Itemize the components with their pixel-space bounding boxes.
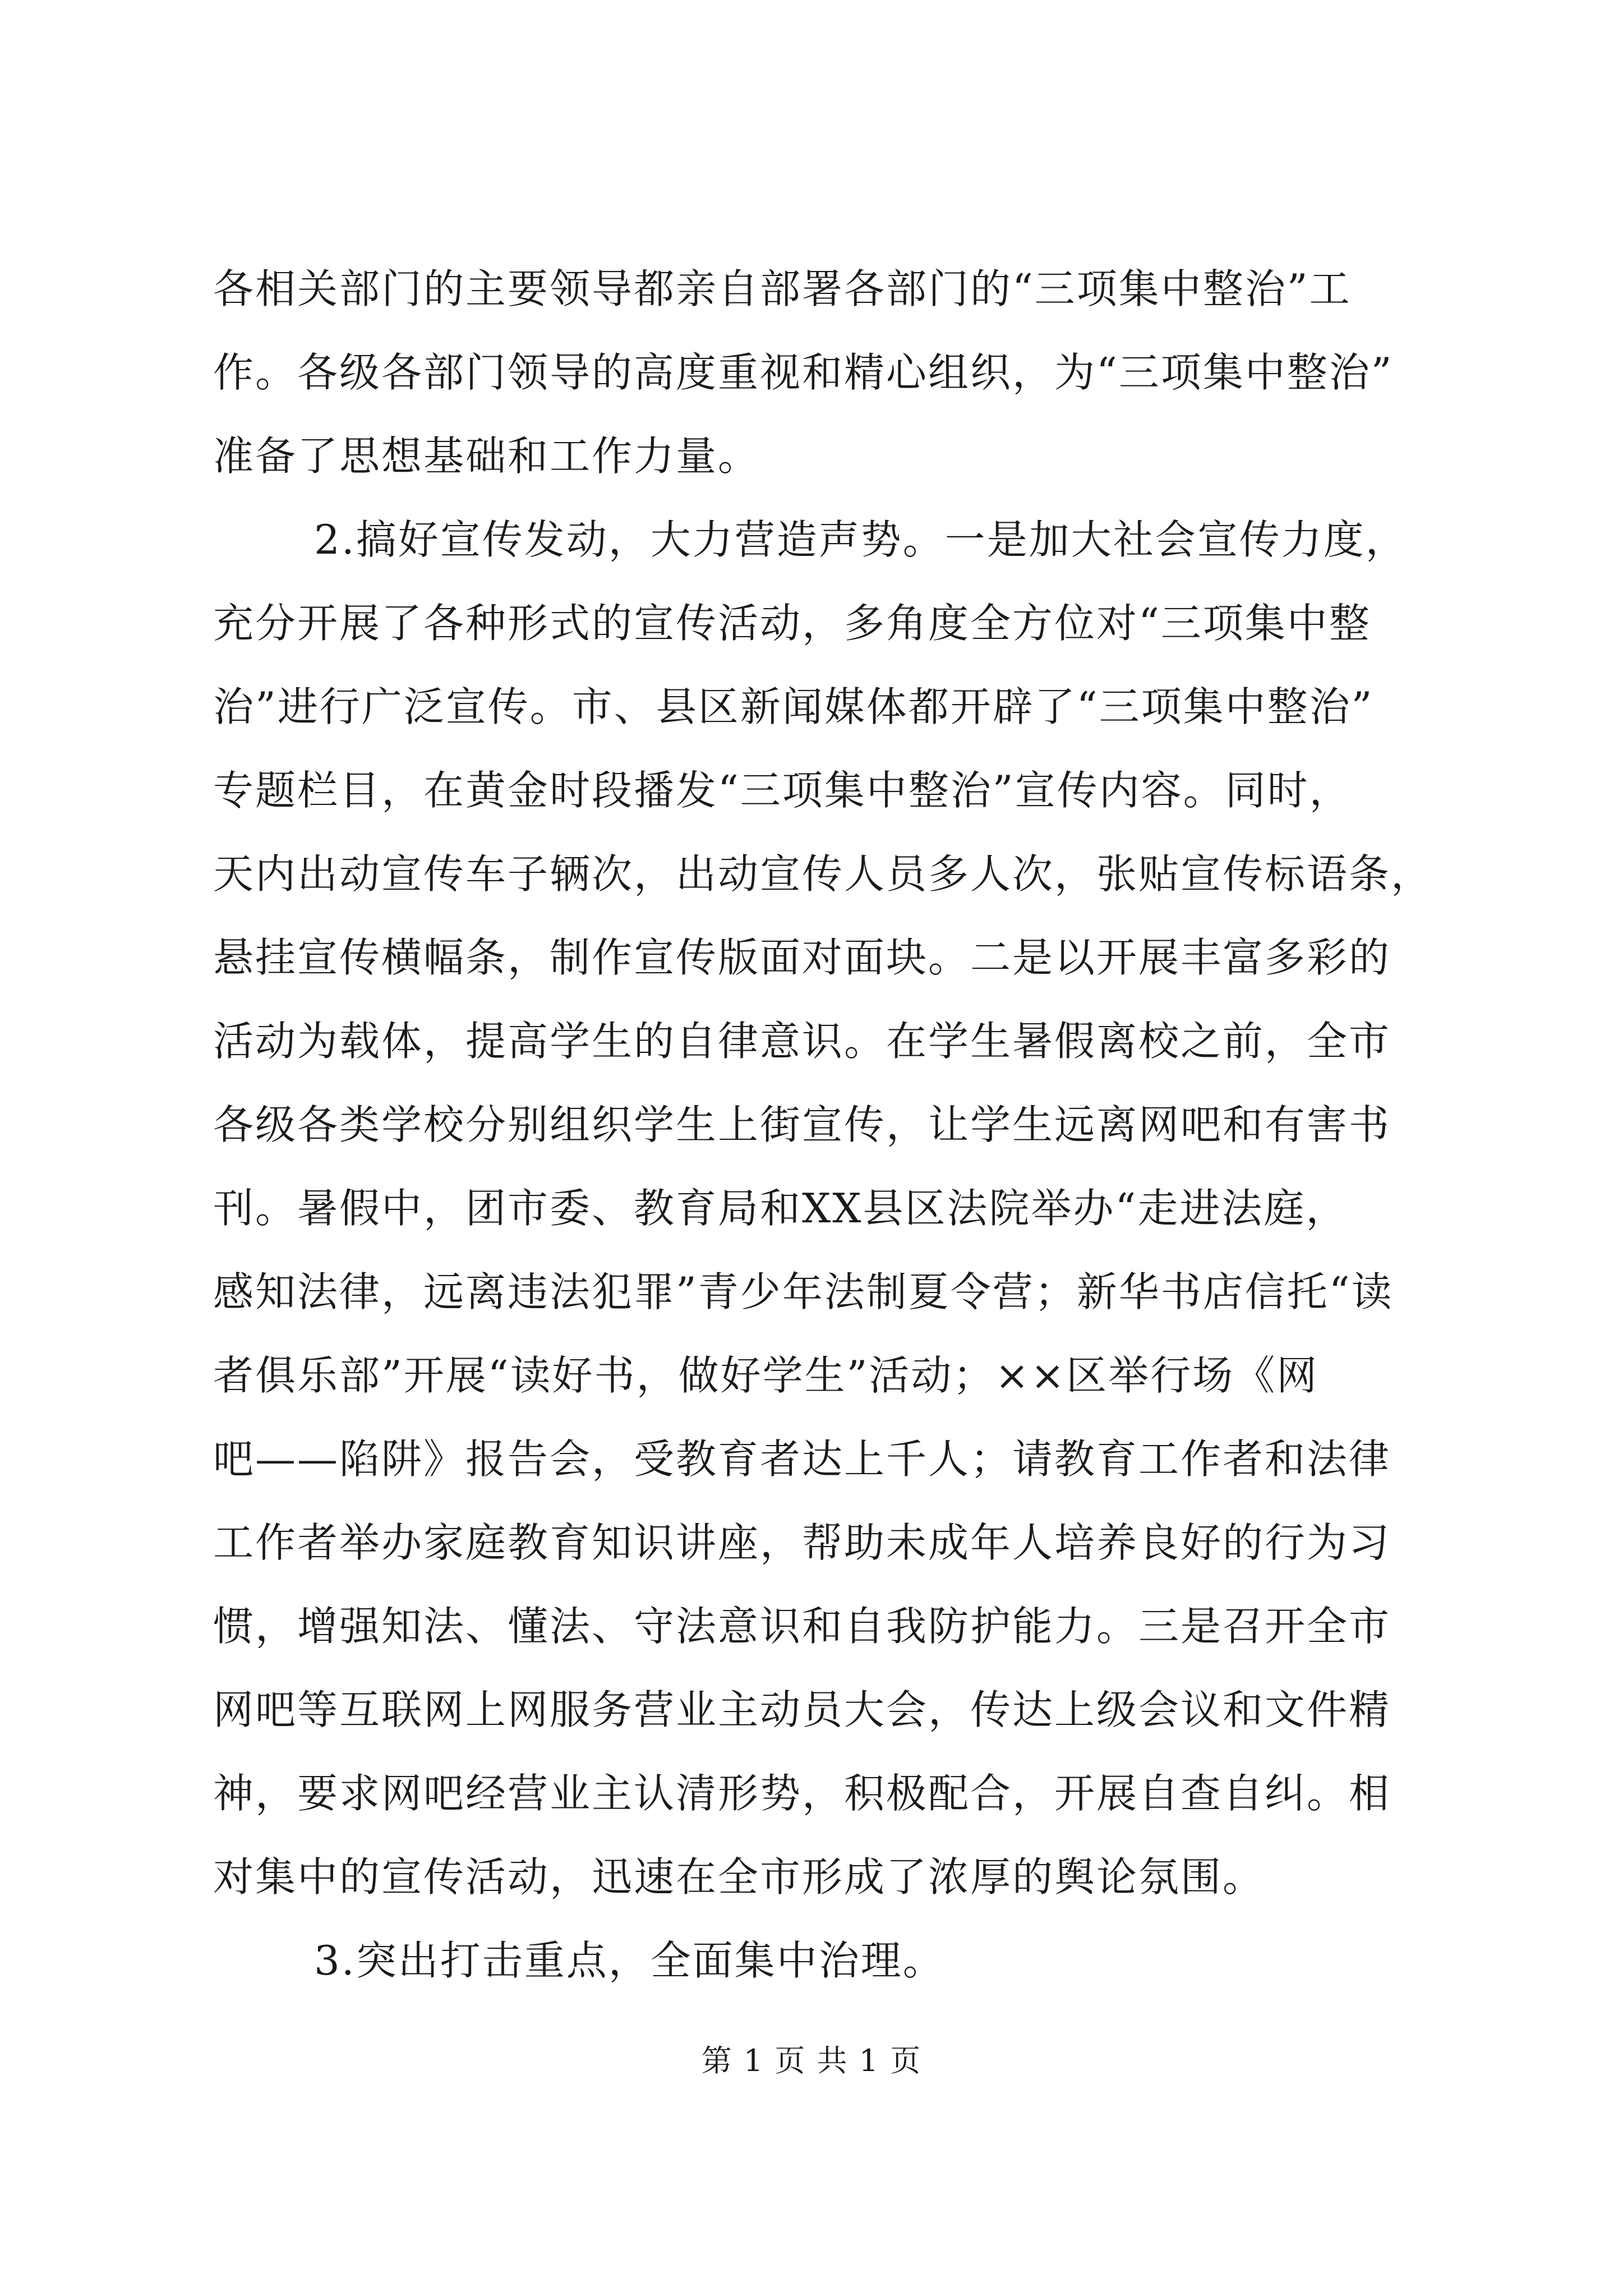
paragraph-line: 刊。暑假中，团市委、教育局和XX县区法院举办“走进法庭， [213,1185,1348,1232]
paragraph-line: 各级各类学校分别组织学生上街宣传，让学生远离网吧和有害书 [213,1101,1391,1148]
paragraph-line: 2.搞好宣传发动，大力营造声势。一是加大社会宣传力度， [314,516,1408,563]
paragraph-line: 充分开展了各种形式的宣传活动，多角度全方位对“三项集中整 [213,600,1371,647]
paragraph-line: 网吧等互联网上网服务营业主动员大会，传达上级会议和文件精 [213,1686,1391,1733]
paragraph-line: 吧——陷阱》报告会，受教育者达上千人；请教育工作者和法律 [213,1435,1391,1483]
paragraph-line: 专题栏目，在黄金时段播发“三项集中整治”宣传内容。同时， [213,767,1352,814]
paragraph-line: 天内出动宣传车子辆次，出动宣传人员多人次，张贴宣传标语条， [213,850,1433,898]
paragraph-line: 者俱乐部”开展“读好书，做好学生”活动；××区举行场《网 [213,1352,1319,1399]
paragraph-line: 工作者举办家庭教育知识讲座，帮助未成年人培养良好的行为习 [213,1519,1391,1566]
paragraph-line: 准备了思想基础和工作力量。 [213,432,760,480]
paragraph-line: 感知法律，远离违法犯罪”青少年法制夏令营；新华书店信托“读 [213,1268,1394,1315]
paragraph-line: 对集中的宣传活动，迅速在全市形成了浓厚的舆论氛围。 [213,1853,1265,1901]
paragraph-line: 3.突出打击重点，全面集中治理。 [314,1937,945,1984]
paragraph-line: 惯，增强知法、懂法、守法意识和自我防护能力。三是召开全市 [213,1603,1391,1650]
paragraph-line: 活动为载体，提高学生的自律意识。在学生暑假离校之前，全市 [213,1018,1391,1065]
paragraph-line: 神，要求网吧经营业主认清形势，积极配合，开展自查自纠。相 [213,1770,1391,1817]
paragraph-line: 治”进行广泛宣传。市、县区新闻媒体都开辟了“三项集中整治” [213,683,1374,730]
paragraph-line: 悬挂宣传横幅条，制作宣传版面对面块。二是以开展丰富多彩的 [213,934,1391,981]
paragraph-line: 作。各级各部门领导的高度重视和精心组织，为“三项集中整治” [213,349,1394,396]
paragraph-line: 各相关部门的主要领导都亲自部署各部门的“三项集中整治”工 [213,265,1352,312]
page-footer: 第 1 页 共 1 页 [701,2043,922,2078]
